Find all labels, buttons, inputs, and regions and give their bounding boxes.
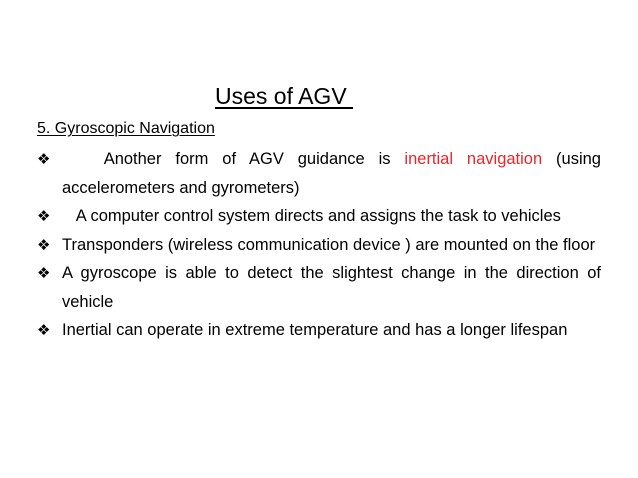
bullet-item — [37, 231, 601, 260]
bullet-text: Inertial can operate in extreme temperature and has a longer lifespan — [62, 321, 568, 339]
bullet-text-after: (using accelerometers and gyrometers) — [62, 150, 601, 197]
bullet-item — [37, 145, 601, 202]
bullet-list — [37, 145, 601, 345]
bullet-item — [37, 259, 601, 316]
bullet-text-before: Another form of AGV guidance is — [62, 150, 405, 168]
bullet-item — [37, 202, 601, 231]
bullet-text: Transponders (wireless communication device ) are mounted on the floor — [62, 235, 596, 254]
highlighted-term: inertial navigation — [404, 150, 543, 168]
diamond-bullet-icon: ❖ — [37, 321, 51, 339]
bullet-text: A gyroscope is able to detect the slightest change in the direction of vehicle — [62, 264, 601, 311]
diamond-bullet-icon: ❖ — [37, 264, 51, 282]
slide-title: Uses of AGV — [215, 83, 354, 109]
section-subtitle: 5. Gyroscopic Navigation — [37, 120, 215, 137]
bullet-text: A computer control system directs and assigns the task to vehicles — [62, 207, 561, 225]
diamond-bullet-icon: ❖ — [37, 150, 51, 168]
bullet-item — [37, 316, 601, 345]
diamond-bullet-icon: ❖ — [37, 207, 51, 225]
diamond-bullet-icon: ❖ — [37, 235, 51, 254]
